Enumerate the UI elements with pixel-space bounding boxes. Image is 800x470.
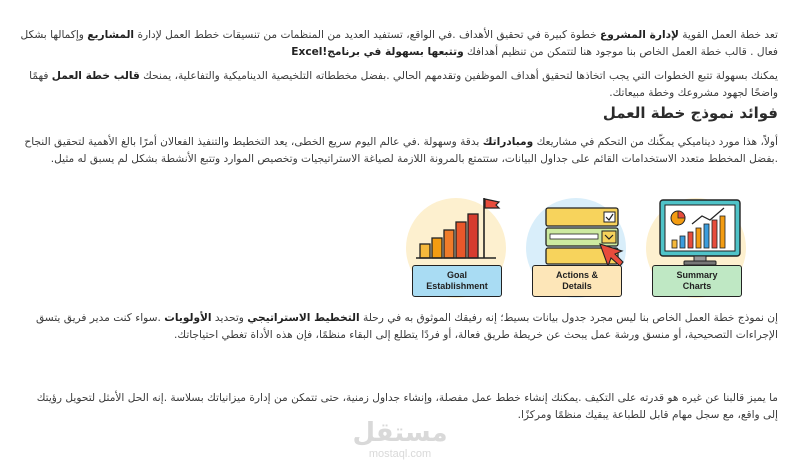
text-run: وتحديد [211, 312, 248, 324]
text-run: .سواء كنت مدير فريق يتسق الإجراءات التصحيحية، أو منسق ورشة عمل يبحث عن خريطة طريق فعالة، أو فردًا يتطلع إلى البقاء منظمًا، فإن هذه الأداة تغطي احتياجاتك. [35, 312, 778, 341]
bold-run: وتتبعها بسهولة في برنامج!Excel [291, 45, 464, 58]
bold-run: لإدارة المشروع [600, 29, 679, 41]
watermark-arabic: مستقل [352, 418, 448, 448]
benefits-paragraph [20, 134, 778, 167]
text-run: يمكنك بسهولة تتبع الخطوات التي يجب اتخاذها لتحقيق أهداف الموظفين وتقدمهم الحالي .بفضل مخططاته التلخيصية الديناميكية والتفاعلية، يمنحك [139, 70, 778, 82]
text-run: فهمًا واضحًا لجهود مشروعك وخطة مبيعاتك. [29, 70, 778, 99]
features-illustration [404, 196, 748, 300]
text-run: خطوة كبيرة في تحقيق الأهداف .في الواقع، تستفيد العديد من المنظمات من تنسيقات خطط العمل لإدارة [134, 29, 601, 41]
text-run: بدقة وسهولة .في عالم اليوم سريع الخطى، يعد التخطيط والتنفيذ الفعالان أمرًا بالغ الأهمية لتحقيق النجاح .بفضل المخطط متعدد الاستخدامات القائم على جداول البيانات، ستتمتع بالمرونة اللازمة لصياغة الاستراتيجيات وتخصيص الموارد وتتبع الأنشطة بشكل لم يسبق له مثيل. [24, 136, 778, 165]
text-run: إن نموذج خطة العمل الخاص بنا ليس مجرد جدول بيانات بسيط؛ إنه رفيقك الموثوق به في رحلة [359, 312, 778, 324]
actions-card [524, 196, 628, 296]
bold-run: قالب خطة العمل [51, 70, 140, 82]
goal-card [404, 196, 508, 296]
summary-card [644, 196, 748, 296]
intro-paragraph [20, 27, 778, 60]
bold-run: المشاريع [87, 29, 135, 41]
text-run: أولاً، هذا مورد ديناميكي يمكّنك من التحكم في مشاريعك [533, 136, 778, 148]
bold-run: التخطيط الاستراتيجي [247, 312, 360, 324]
monitor-chart-icon [644, 196, 748, 268]
mostaql-watermark-logo [349, 418, 451, 466]
bold-run: ومبادراتك [482, 136, 534, 148]
section-heading: فوائد نموذج خطة العمل [602, 104, 778, 122]
adaptability-paragraph: ما يميز قالبنا عن غيره هو قدرته على التكيف .يمكنك إنشاء خطط عمل مفصلة، وإنشاء جداول زمنية، حتى تتمكن من إدارة ميزانياتك بسلاسة .إنه الحل الأمثل لتحويل رؤيتك إلى واقع، مع سجل مهام قابل للطباعة يبقيك منظمًا ومركزًا. [36, 392, 778, 421]
bar-chart-flag-icon [404, 196, 508, 268]
actions-label: Actions & Details [532, 265, 622, 297]
tracking-paragraph [20, 68, 778, 101]
summary-label: Summary Charts [652, 265, 742, 297]
text-run: تعد خطة العمل القوية [678, 29, 778, 41]
bold-run: الأولويات [164, 312, 212, 324]
strategic-paragraph [20, 310, 778, 343]
checklist-cursor-icon [524, 196, 628, 268]
watermark-latin: mostaql.com [368, 448, 432, 460]
text-run: وإكمالها بشكل فعال . قالب خطة العمل الخاص بنا موجود هنا لتتمكن من تنظيم أهدافك [20, 29, 778, 58]
goal-label: Goal Establishment [412, 265, 502, 297]
